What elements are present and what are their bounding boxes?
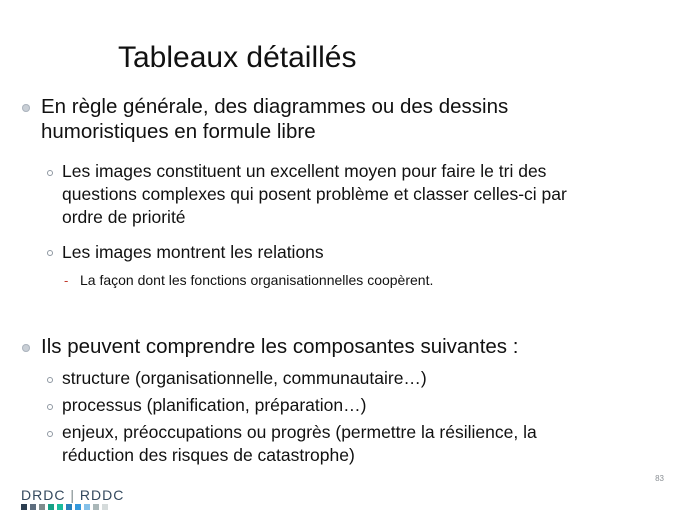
logo-square [30, 504, 36, 510]
logo-square [39, 504, 45, 510]
bullet-dot-icon [22, 344, 30, 352]
logo-square [93, 504, 99, 510]
logo-wordmark [21, 487, 124, 503]
slide-title: Tableaux détaillés [118, 41, 357, 74]
logo-square [75, 504, 81, 510]
section-2-sub-2 [62, 394, 672, 417]
logo-separator: | [70, 487, 75, 503]
dash-bullet-icon: - [64, 273, 69, 288]
logo-square [48, 504, 54, 510]
section-2-sub-3-line-1: enjeux, préoccupations ou progrès (permettre la résilience, la [62, 422, 537, 442]
bullet-dot-icon [22, 104, 30, 112]
page-number: 83 [655, 474, 664, 483]
section-2-sub-3-line-2: réduction des risques de catastrophe) [62, 445, 355, 465]
logo-left-text: DRDC [21, 487, 66, 503]
logo-square [21, 504, 27, 510]
sub-bullet-icon [47, 377, 53, 383]
sub-bullet-icon [47, 404, 53, 410]
section-1-sub-1-line-2: questions complexes qui posent problème et classer celles-ci par [62, 184, 567, 204]
sub-bullet-icon [47, 250, 53, 256]
logo-right-text: RDDC [79, 487, 125, 503]
logo-square [84, 504, 90, 510]
drdc-rddc-logo [21, 487, 131, 513]
section-1-text [41, 94, 661, 144]
section-1-sub-1-line-3: ordre de priorité [62, 207, 186, 227]
section-2-text [41, 334, 661, 359]
section-2-sub-2-line-1: processus (planification, préparation…) [62, 395, 367, 415]
section-2-line-1: Ils peuvent comprendre les composantes suivantes : [41, 335, 519, 358]
logo-square [66, 504, 72, 510]
section-1-sub-2 [62, 241, 672, 264]
section-2-sub-3 [62, 421, 672, 467]
sub-bullet-icon [47, 431, 53, 437]
section-1-line-1: En règle générale, des diagrammes ou des dessins [41, 95, 509, 118]
logo-square [57, 504, 63, 510]
logo-color-squares [21, 504, 108, 510]
section-2-sub-1-line-1: structure (organisationnelle, communautaire…) [62, 368, 427, 388]
section-1-sub-2-line-1: Les images montrent les relations [62, 242, 324, 262]
logo-square [102, 504, 108, 510]
section-1-sub-2-item-1: La façon dont les fonctions organisationnelles coopèrent. [80, 272, 434, 288]
section-1-sub-1 [62, 160, 672, 229]
section-2-sub-1 [62, 367, 672, 390]
section-1-sub-1-line-1: Les images constituent un excellent moyen pour faire le tri des [62, 161, 547, 181]
section-1-line-2: humoristiques en formule libre [41, 120, 316, 143]
sub-bullet-icon [47, 170, 53, 176]
